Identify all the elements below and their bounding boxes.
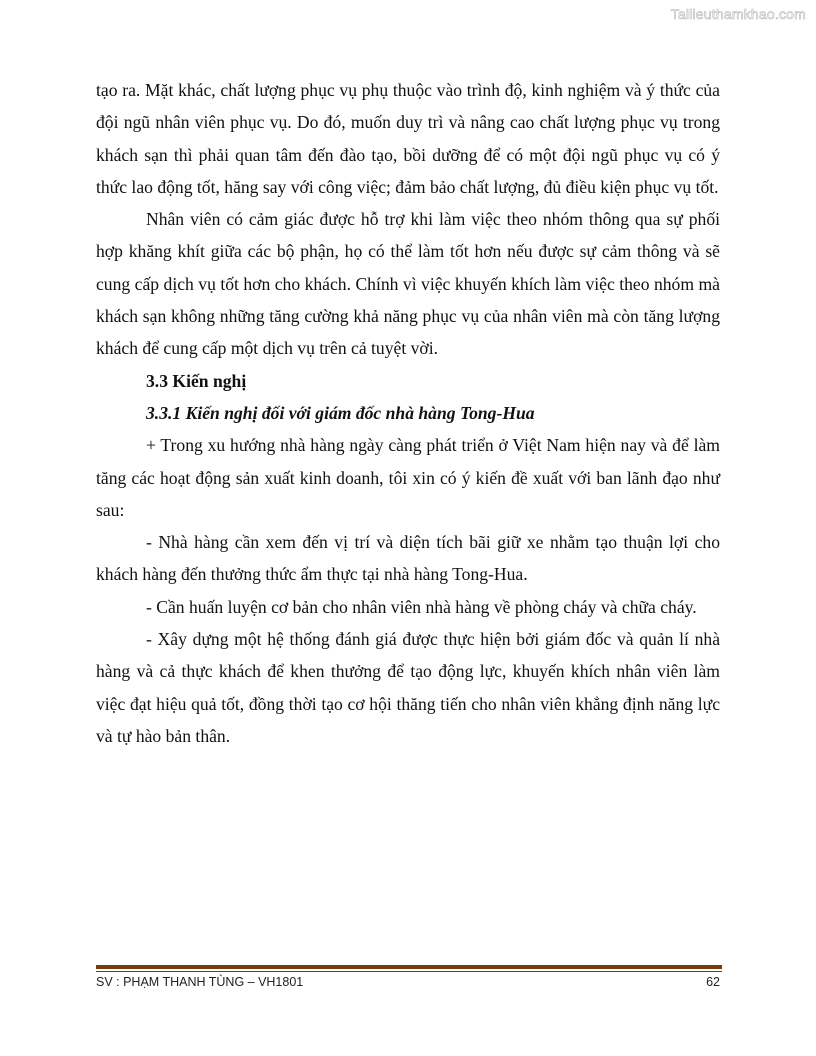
subsection-heading: 3.3.1 Kiến nghị đối với giám đốc nhà hàng Tong-Hua — [146, 402, 535, 423]
recommendation-intro: + Trong xu hướng nhà hàng ngày càng phát triển ở Việt Nam hiện nay và để làm tăng các hoạt động sản xuất kinh doanh, tôi xin có ý kiến đề xuất với ban lãnh đạo như sau: — [96, 435, 720, 520]
footer-rule-thin — [96, 971, 722, 972]
section-heading: 3.3 Kiến nghị — [146, 370, 247, 391]
recommendation-item: - Cần huấn luyện cơ bản cho nhân viên nhà hàng về phòng cháy và chữa cháy. — [146, 596, 697, 617]
watermark: Tailieuthamkhao.com — [670, 6, 806, 22]
recommendation-item: - Nhà hàng cần xem đến vị trí và diện tích bãi giữ xe nhằm tạo thuận lợi cho khách hàng đến thưởng thức ẩm thực tại nhà hàng Tong-Hua. — [96, 532, 720, 585]
page-body — [96, 74, 720, 752]
paragraph-2: Nhân viên có cảm giác được hỗ trợ khi làm việc theo nhóm thông qua sự phối hợp khăng khít giữa các bộ phận, họ có thể làm tốt hơn nếu được sự cảm thông và sẽ cung cấp dịch vụ tốt hơn cho khách. Chính vì việc khuyến khích làm việc theo nhóm mà khách sạn không những tăng cường khả năng phục vụ của nhân viên mà còn tăng lượng khách để cung cấp một dịch vụ trên cả tuyệt vời. — [96, 209, 720, 359]
paragraph-1: tạo ra. Mặt khác, chất lượng phục vụ phụ thuộc vào trình độ, kinh nghiệm và ý thức của đội ngũ nhân viên phục vụ. Do đó, muốn duy trì và nâng cao chất lượng phục vụ trong khách sạn thì phải quan tâm đến đào tạo, bồi dưỡng để có một đội ngũ phục vụ có ý thức lao động tốt, hăng say với công việc; đảm bảo chất lượng, đủ điều kiện phục vụ tốt. — [96, 80, 720, 197]
recommendation-item: - Xây dựng một hệ thống đánh giá được thực hiện bởi giám đốc và quản lí nhà hàng và cả thực khách để khen thưởng để tạo động lực, khuyến khích nhân viên làm việc đạt hiệu quả tốt, đồng thời tạo cơ hội thăng tiến cho nhân viên khẳng định năng lực và tự hào bản thân. — [96, 629, 720, 746]
footer-author: SV : PHẠM THANH TÙNG – VH1801 — [96, 975, 304, 989]
footer-rule-thick — [96, 965, 722, 969]
page-number: 62 — [706, 975, 720, 989]
